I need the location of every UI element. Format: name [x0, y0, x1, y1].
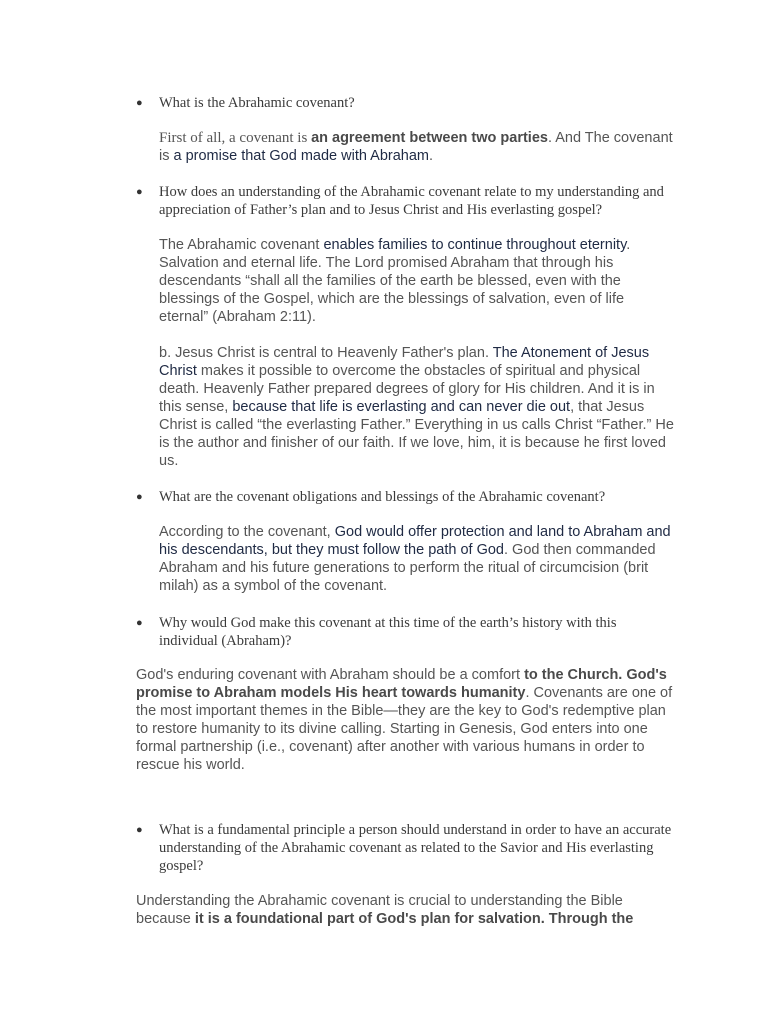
bullet-icon: ● [136, 97, 143, 109]
answer-run: an agreement between two parties [311, 130, 548, 146]
answer-run: it is a foundational part of God's plan for salvation [194, 911, 541, 927]
answer-run: because that life is everlasting and can never die out [232, 399, 571, 415]
answer-1 [159, 129, 674, 165]
bullet-icon: ● [136, 186, 143, 198]
question-text: What is a fundamental principle a person should understand in order to have an accurate understanding of the Abrahamic covenant as related to the Savior and His everlasting gospel? [159, 822, 672, 874]
question-4 [136, 614, 676, 650]
question-3 [136, 488, 676, 506]
question-text: What are the covenant obligations and blessings of the Abrahamic covenant? [159, 489, 606, 505]
question-text: How does an understanding of the Abrahamic covenant relate to my understanding and appreciation of Father’s plan and to Jesus Christ and His everlasting gospel? [159, 184, 664, 218]
answer-run: enables families to continue throughout eternity [323, 237, 627, 253]
question-text: Why would God make this covenant at this time of the earth’s history with this individual (Abraham)? [159, 615, 617, 649]
answer-run: . Salvation and eternal life. The Lord promised Abraham that through his descendants “shall all the families of the earth be blessed, even with the blessings of the Gospel, which are the blessings of salvation, even of life eternal” (Abraham 2:11). [159, 237, 631, 325]
question-5 [136, 821, 676, 875]
answer-run: God would offer protection and land to Abraham and his descendants, but they must follow the path of God [159, 524, 671, 558]
answer-run: b. Jesus Christ is central to Heavenly Father's plan. [159, 345, 493, 361]
answer-3 [159, 523, 674, 595]
answer-2b [159, 344, 674, 470]
answer-run: First of all, a covenant is [159, 130, 312, 146]
answer-run: According to the covenant, [159, 524, 335, 540]
answer-run: , that Jesus Christ is called “the everlasting Father.” Everything in us calls Christ “Father.” He is the author and finisher of our faith. If we love, him, it is because he first loved us. [159, 399, 674, 469]
bullet-icon: ● [136, 824, 143, 836]
answer-run: Understanding the Abrahamic covenant is crucial to understanding the Bible because [136, 893, 623, 927]
answer-run: The Atonement of Jesus Christ [159, 345, 650, 379]
bullet-icon: ● [136, 617, 143, 629]
answer-4 [136, 666, 678, 774]
question-1 [136, 94, 676, 112]
answer-run: . God then commanded Abraham and his future generations to perform the ritual of circumcision (brit milah) as a symbol of the covenant. [159, 542, 656, 594]
answer-run: a promise that God made with Abraham [173, 148, 429, 164]
question-2 [136, 183, 676, 219]
answer-2a [159, 236, 674, 326]
answer-run: . Covenants are one of the most important themes in the Bible—they are the key to God's redemptive plan to restore humanity to its divine calling. Starting in Genesis, God enters into one formal partnership (i.e., covenant) after another with various humans in order to rescue his world. [136, 685, 673, 773]
answer-run: . Through the [540, 911, 634, 927]
bullet-icon: ● [136, 491, 143, 503]
answer-run: The Abrahamic covenant [159, 237, 324, 253]
answer-run: makes it possible to overcome the obstacles of spiritual and physical death. Heavenly Father prepared degrees of glory for His children. And it is in this sense, [159, 363, 655, 415]
answer-run: . And The covenant is [159, 130, 673, 164]
answer-run: to the Church. God's promise to Abraham models His heart towards humanity [136, 667, 667, 701]
answer-run: . [429, 148, 434, 164]
answer-5 [136, 892, 678, 928]
question-text: What is the Abrahamic covenant? [159, 95, 355, 111]
answer-run: God's enduring covenant with Abraham should be a comfort [136, 667, 525, 683]
